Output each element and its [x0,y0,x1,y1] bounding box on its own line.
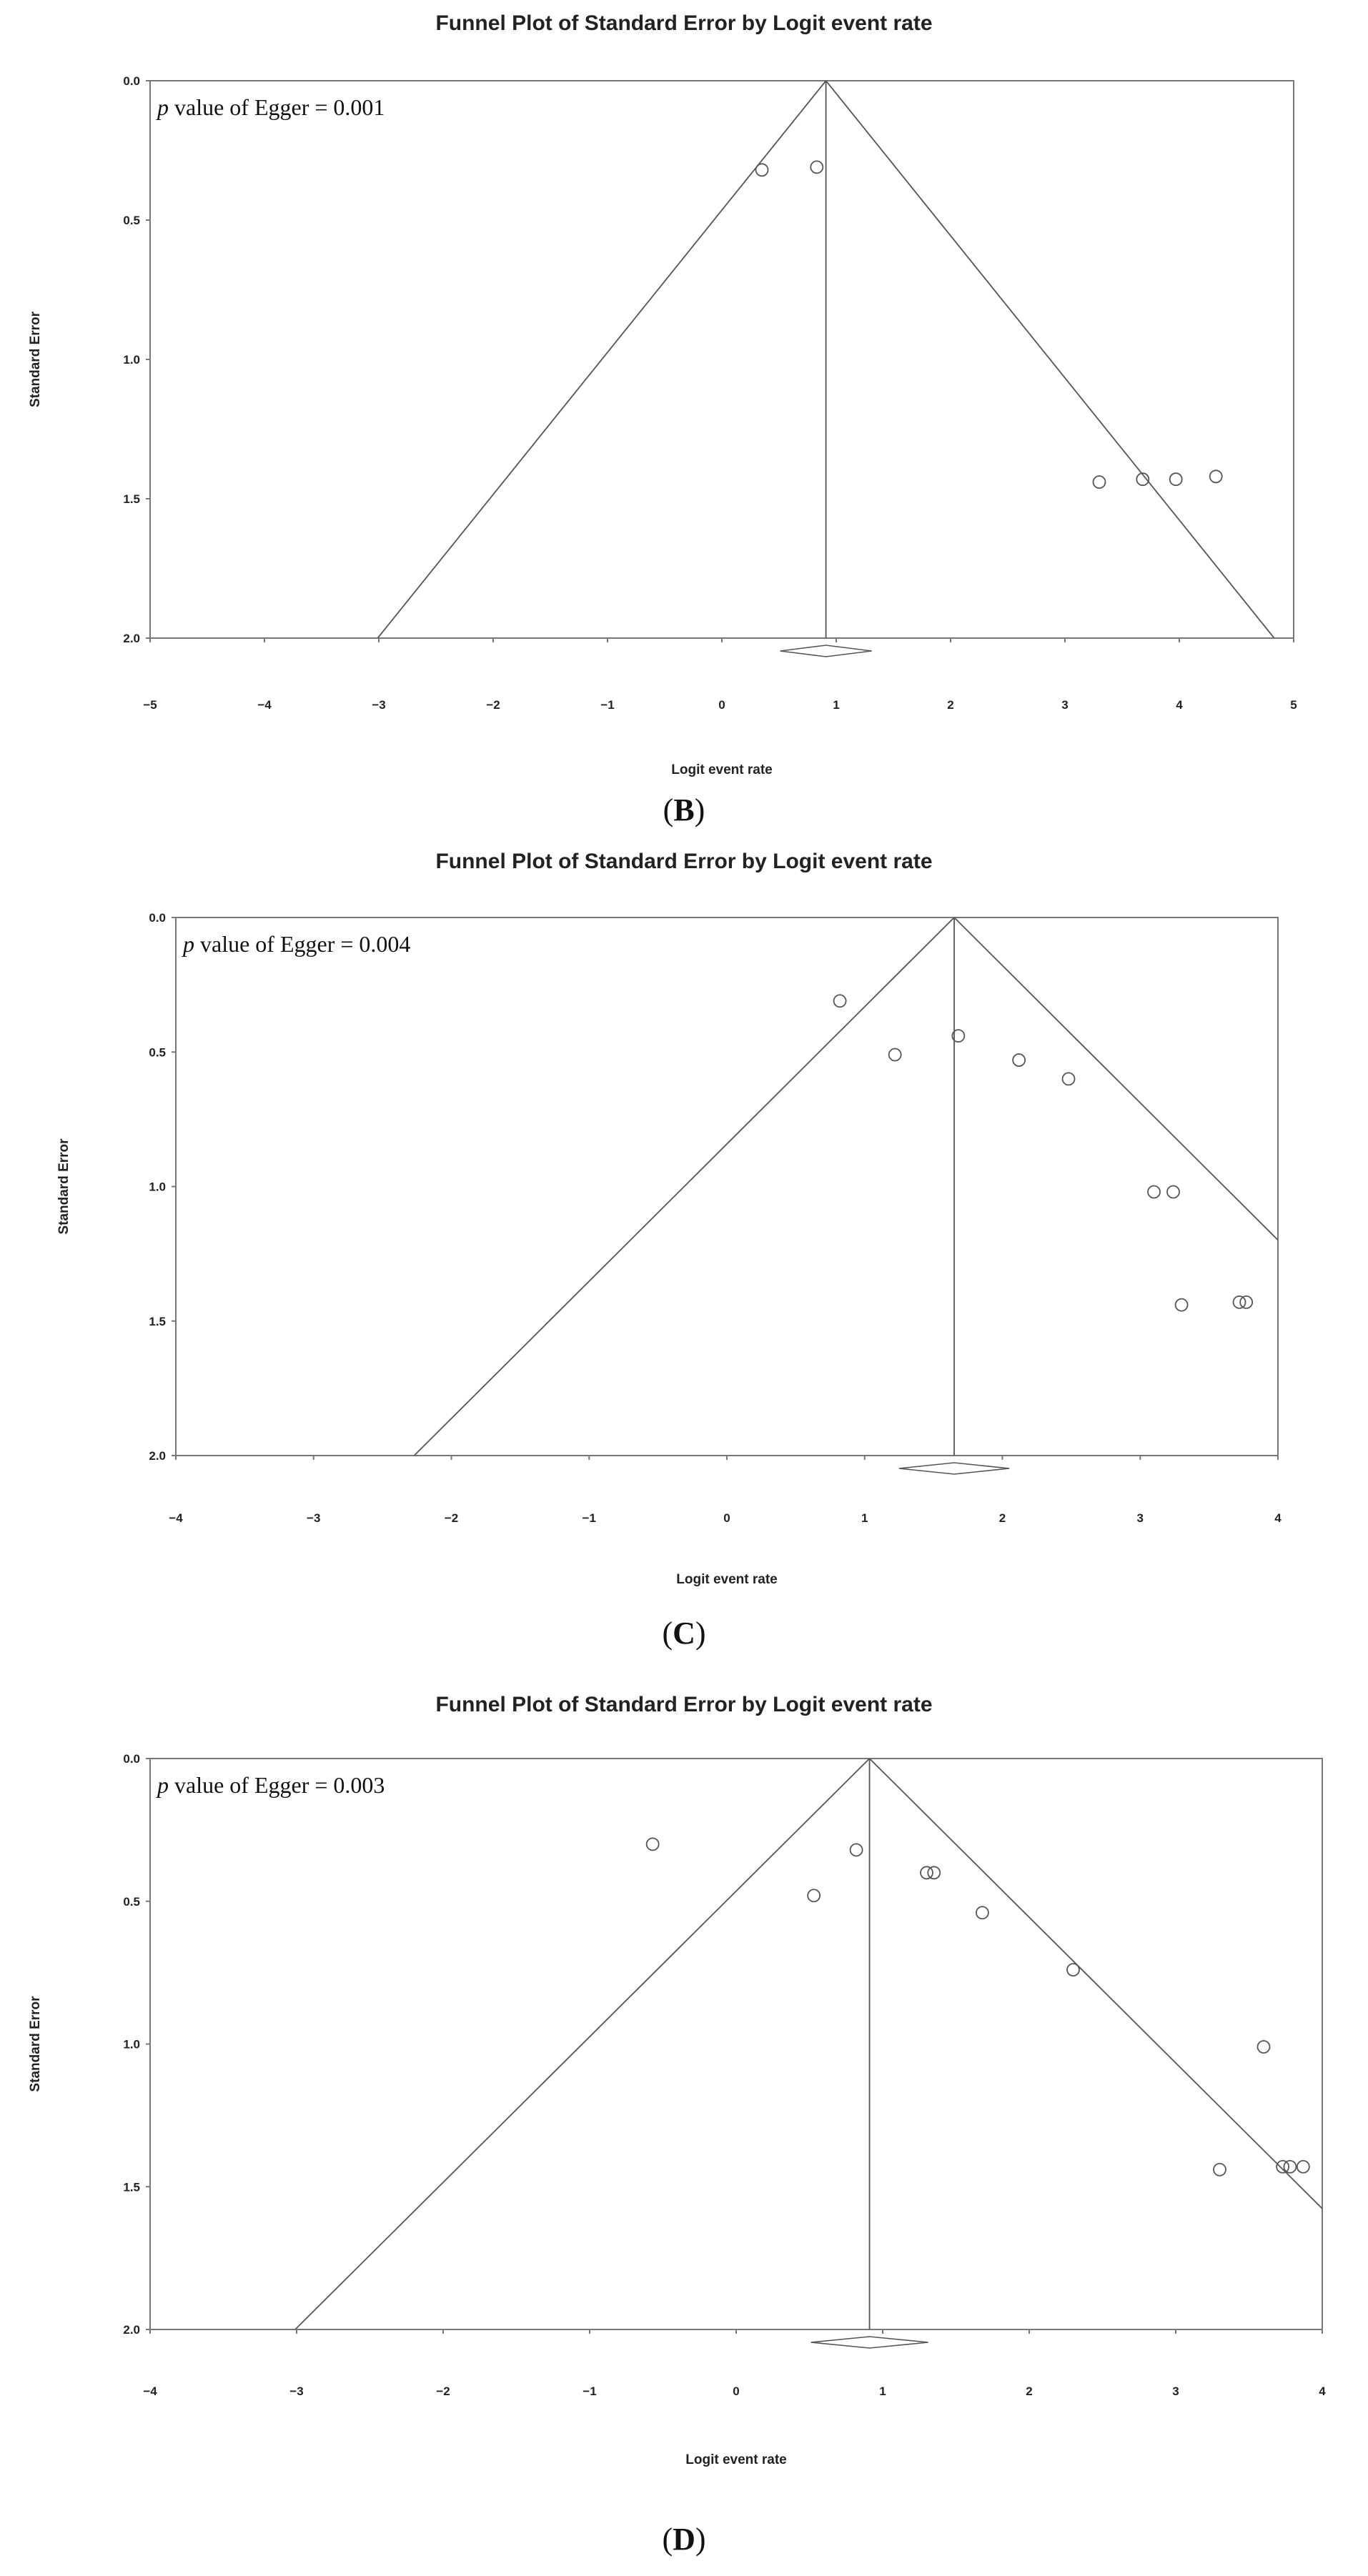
x-tick-label-c: −4 [169,1511,183,1525]
x-tick-label-b: −2 [486,698,500,712]
y-tick-label-d: 1.0 [123,2037,140,2052]
y-tick-label-d: 0.0 [123,1752,140,1766]
x-tick-label-d: −1 [583,2384,597,2398]
egger-annotation-d [156,1772,385,1798]
panel-letter-d: D [673,2522,695,2557]
y-tick-label-b: 2.0 [123,632,140,645]
summary-diamond-b [780,645,872,657]
funnel-plot-d [0,1686,1368,2508]
study-point-d [1258,2041,1270,2053]
funnel-right-line-c [954,917,1368,1456]
x-tick-label-c: 2 [998,1511,1006,1525]
egger-value-b: value of Egger = 0.001 [169,94,385,120]
study-point-d [1277,2161,1289,2173]
x-tick-label-b: 3 [1061,698,1069,712]
panel-caption-c: (C) [662,1616,706,1651]
funnel-left-line-d [295,1759,870,2329]
x-tick-label-c: −3 [307,1511,321,1525]
x-tick-label-d: 1 [879,2384,886,2398]
study-point-c [1176,1299,1188,1311]
y-tick-label-b: 1.5 [123,492,140,506]
egger-value-d: value of Egger = 0.003 [169,1772,385,1798]
x-tick-label-d: −2 [436,2384,450,2398]
funnel-plot-b [0,0,1368,786]
y-axis-label-b: Standard Error [28,311,43,408]
x-tick-label-b: −3 [372,698,386,712]
study-point-c [1167,1186,1179,1198]
plot-frame-c [176,917,1278,1456]
y-tick-label-b: 0.5 [123,214,140,227]
funnel-panel-d [0,1686,1368,2576]
y-tick-label-c: 2.0 [149,1449,166,1463]
y-tick-label-c: 0.5 [149,1045,166,1060]
y-tick-label-d: 0.5 [123,1894,140,1909]
study-point-b [1170,473,1182,485]
x-tick-label-c: 0 [723,1511,730,1525]
chart-title-d: Funnel Plot of Standard Error by Logit event rate [435,1693,933,1716]
y-tick-label-b: 0.0 [123,74,140,88]
x-tick-label-c: 1 [861,1511,868,1525]
egger-p-symbol-c: p [183,931,194,957]
egger-p-symbol-b: p [157,94,169,120]
x-tick-label-b: 0 [718,698,725,712]
study-point-c [889,1049,901,1061]
x-tick-label-d: 4 [1319,2384,1326,2398]
x-tick-label-b: 1 [833,698,840,712]
study-point-c [1148,1186,1160,1198]
study-point-d [1214,2164,1226,2176]
y-axis-label-c: Standard Error [56,1138,71,1235]
study-point-d [808,1889,820,1901]
x-tick-label-d: −3 [289,2384,304,2398]
x-tick-label-b: −5 [143,698,157,712]
x-tick-label-d: 2 [1026,2384,1033,2398]
funnel-plot-c [0,843,1368,1629]
study-point-d [1297,2161,1309,2173]
funnel-panel-c [0,843,1368,1686]
summary-diamond-c [899,1463,1009,1474]
study-point-b [756,164,768,176]
study-point-c [1013,1054,1025,1066]
study-point-d [921,1866,933,1879]
x-axis-label-b: Logit event rate [671,762,773,777]
x-tick-label-b: 5 [1290,698,1297,712]
study-point-d [1067,1964,1079,1976]
y-tick-label-d: 2.0 [123,2323,140,2337]
y-axis-label-d: Standard Error [28,1996,43,2092]
x-tick-label-b: −4 [257,698,272,712]
study-point-d [851,1844,863,1856]
funnel-left-line-c [414,917,954,1456]
y-tick-label-c: 1.0 [149,1180,166,1194]
study-point-b [811,161,823,173]
funnel-right-line-d [870,1759,1368,2329]
funnel-right-line-b [826,81,1274,638]
study-point-c [1234,1296,1246,1308]
study-point-c [1240,1296,1252,1308]
y-tick-label-c: 0.0 [149,911,166,925]
study-point-c [1063,1073,1075,1085]
study-point-b [1210,470,1222,482]
x-tick-label-c: 3 [1136,1511,1144,1525]
chart-title-b: Funnel Plot of Standard Error by Logit event rate [435,11,933,35]
y-tick-label-c: 1.5 [149,1314,166,1328]
egger-annotation-b [156,94,385,120]
panel-letter-b: B [673,792,695,827]
study-point-b [1094,476,1106,488]
x-tick-label-c: −2 [444,1511,459,1525]
egger-annotation-c [182,931,410,957]
study-point-d [976,1906,988,1919]
x-tick-label-b: 4 [1176,698,1183,712]
x-tick-label-c: 4 [1274,1511,1282,1525]
x-axis-label-c: Logit event rate [676,1572,778,1587]
x-tick-label-b: 2 [947,698,954,712]
egger-p-symbol-d: p [157,1772,169,1798]
panel-caption-b: (B) [663,792,705,827]
summary-diamond-d [811,2337,928,2348]
plot-frame-b [150,81,1294,638]
x-tick-label-b: −1 [600,698,615,712]
chart-title-c: Funnel Plot of Standard Error by Logit event rate [435,850,933,873]
panel-caption-d: (D) [662,2522,706,2557]
study-point-c [834,995,846,1007]
x-axis-label-d: Logit event rate [685,2452,787,2467]
x-tick-label-d: 3 [1172,2384,1179,2398]
study-point-d [928,1866,940,1879]
egger-value-c: value of Egger = 0.004 [194,931,411,957]
x-tick-label-c: −1 [582,1511,596,1525]
study-point-d [647,1838,659,1850]
y-tick-label-b: 1.0 [123,353,140,367]
x-tick-label-d: −4 [143,2384,157,2398]
plot-frame-d [150,1759,1322,2329]
panel-letter-c: C [673,1616,695,1651]
x-tick-label-d: 0 [733,2384,740,2398]
funnel-panel-b [0,0,1368,843]
study-point-d [1284,2161,1296,2173]
y-tick-label-d: 1.5 [123,2180,140,2194]
